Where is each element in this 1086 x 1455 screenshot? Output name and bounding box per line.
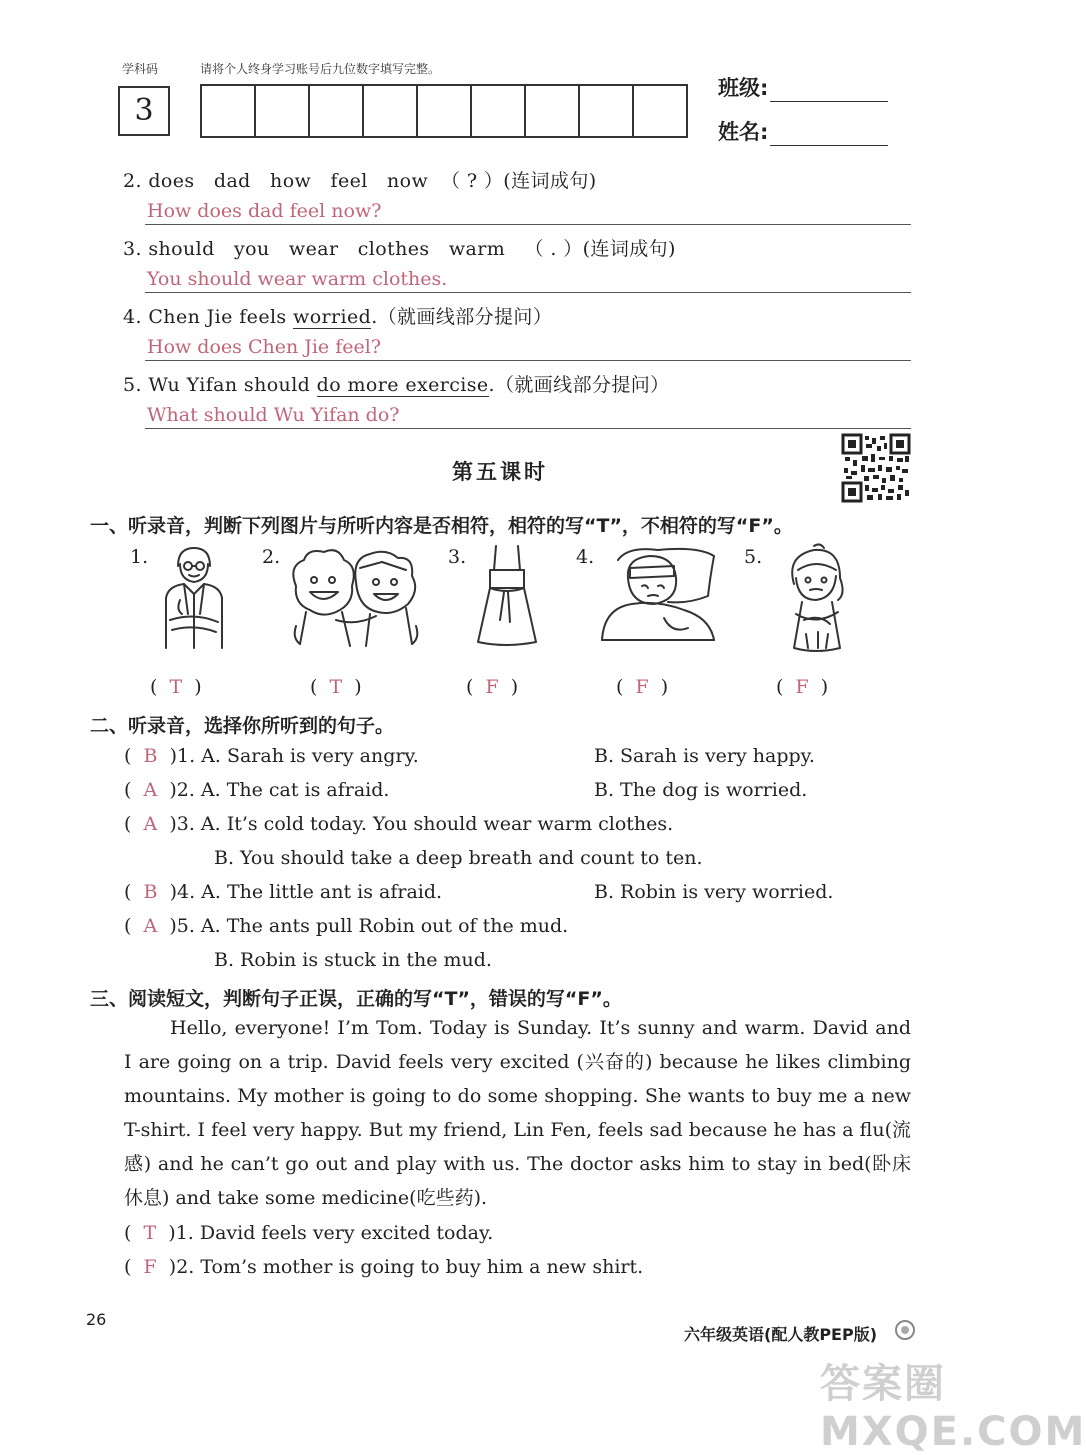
doctor-icon (158, 544, 228, 652)
picture-answer-3[interactable]: ( F ) (466, 676, 519, 698)
answer-mark: F (485, 676, 499, 698)
name-field[interactable] (718, 116, 888, 146)
digit-cell[interactable] (418, 86, 472, 136)
answer-line (145, 428, 911, 429)
item-number: 4. (576, 546, 595, 568)
choice-b: B. Robin is very worried. (594, 881, 834, 903)
question-2: 2. does dad how feel now （ ? ）(连词成句) (123, 170, 597, 192)
cold-girl-icon (776, 542, 856, 654)
digit-cell[interactable] (472, 86, 526, 136)
choice-a: )5. A. The ants pull Robin out of the mud. (169, 915, 569, 937)
answer-mark: T (329, 676, 343, 698)
digit-cell[interactable] (364, 86, 418, 136)
answer-3: You should wear warm clothes. (147, 268, 448, 290)
lesson-title: 第五课时 (452, 459, 548, 484)
answer-mark: F (795, 676, 809, 698)
choice-b: B. You should take a deep breath and count to ten. (214, 847, 703, 869)
answer-4: How does Chen Jie feel? (147, 336, 382, 358)
question-3: 3. should you wear clothes warm （ . ）(连词成句) (123, 238, 676, 260)
choice-answer: A (143, 779, 158, 801)
section1-heading: 一、听录音，判断下列图片与所听内容是否相符，相符的写“T”，不相符的写“F”。 (90, 515, 793, 537)
judge-item-1[interactable]: ( T )1. David feels very excited today. (124, 1222, 494, 1244)
answer-5: What should Wu Yifan do? (147, 404, 400, 426)
choice-item-1[interactable]: ( B )1. A. Sarah is very angry. (124, 745, 419, 767)
subject-code-label: 学科码 (122, 62, 159, 76)
choice-a: )4. A. The little ant is afraid. (169, 881, 443, 903)
choice-item-3[interactable]: ( A )3. A. It’s cold today. You should wear warm clothes. (124, 813, 674, 835)
picture-answer-5[interactable]: ( F ) (776, 676, 829, 698)
judge-text: )2. Tom’s mother is going to buy him a new shirt. (168, 1256, 644, 1278)
question-4-post: .（就画线部分提问） (371, 306, 553, 328)
choice-item-5[interactable]: ( A )5. A. The ants pull Robin out of the mud. (124, 915, 569, 937)
choice-item-2[interactable]: ( A )2. A. The cat is afraid. (124, 779, 390, 801)
class-field[interactable] (718, 72, 888, 102)
question-4 (123, 302, 552, 329)
digit-cell[interactable] (310, 86, 364, 136)
qr-code-icon[interactable] (842, 434, 910, 502)
sick-girl-bed-icon (598, 544, 718, 648)
judge-item-2[interactable]: ( F )2. Tom’s mother is going to buy him a new shirt. (124, 1256, 644, 1278)
question-5-post: .（就画线部分提问） (488, 374, 670, 396)
section2-heading: 二、听录音，选择你所听到的句子。 (90, 715, 395, 737)
page-number: 26 (86, 1310, 107, 1329)
answer-line (145, 224, 911, 225)
choice-a: )3. A. It’s cold today. You should wear warm clothes. (169, 813, 674, 835)
flower-ornament-icon (890, 1318, 920, 1342)
answer-2: How does dad feel now? (147, 200, 382, 222)
book-title: 六年级英语(配人教PEP版) (684, 1325, 878, 1344)
picture-answer-4[interactable]: ( F ) (616, 676, 669, 698)
happy-kids-icon (286, 546, 426, 652)
digit-cell[interactable] (202, 86, 256, 136)
digit-cell[interactable] (580, 86, 634, 136)
picture-answer-2[interactable]: ( T ) (310, 676, 362, 698)
item-number: 3. (448, 546, 467, 568)
question-5 (123, 370, 670, 397)
digit-cell[interactable] (256, 86, 310, 136)
question-5-pre: 5. Wu Yifan should (123, 374, 317, 396)
choice-answer: A (143, 915, 158, 937)
question-4-underlined: worried (293, 306, 372, 328)
name-label: 姓名: (718, 120, 769, 144)
class-label: 班级: (718, 76, 769, 100)
subject-code-box: 3 (118, 86, 170, 136)
section3-heading: 三、阅读短文，判断句子正误，正确的写“T”，错误的写“F”。 (90, 988, 622, 1010)
account-instruction: 请将个人终身学习账号后九位数字填写完整。 (200, 62, 441, 76)
choice-item-4[interactable]: ( B )4. A. The little ant is afraid. (124, 881, 443, 903)
judge-text: )1. David feels very excited today. (168, 1222, 494, 1244)
item-number: 2. (262, 546, 281, 568)
item-number: 5. (744, 546, 763, 568)
answer-mark: F (635, 676, 649, 698)
dress-icon (474, 544, 538, 648)
answer-mark: T (169, 676, 183, 698)
judge-answer: F (143, 1256, 157, 1278)
answer-line (145, 292, 911, 293)
question-4-pre: 4. Chen Jie feels (123, 306, 294, 328)
choice-b: B. Robin is stuck in the mud. (214, 949, 492, 971)
choice-answer: B (143, 745, 158, 767)
choice-b: B. Sarah is very happy. (594, 745, 815, 767)
picture-answer-1[interactable]: ( T ) (150, 676, 202, 698)
watermark: 答案圈 MXQE.COM (820, 1361, 1086, 1455)
account-digit-boxes[interactable] (200, 84, 688, 138)
choice-a: )1. A. Sarah is very angry. (169, 745, 419, 767)
judge-answer: T (143, 1222, 157, 1244)
reading-passage: Hello, everyone! I’m Tom. Today is Sunday. It’s sunny and warm. David and I are going on a trip. David feels very excited (兴奋的) because he likes climbing mountains. My mother is going to do some shopping. She wants to buy me a new T-shirt. I feel very happy. But my friend, Lin Fen, feels sad because he has a flu(流感) and he can’t go out and play with us. The doctor asks him to stay in bed(卧床休息) and take some medicine(吃些药). (124, 1017, 911, 1209)
name-blank[interactable] (770, 127, 888, 146)
answer-line (145, 360, 911, 361)
class-blank[interactable] (770, 83, 888, 102)
item-number: 1. (130, 546, 149, 568)
digit-cell[interactable] (526, 86, 580, 136)
choice-answer: A (143, 813, 158, 835)
choice-b: B. The dog is worried. (594, 779, 808, 801)
question-5-underlined: do more exercise (316, 374, 489, 396)
choice-answer: B (143, 881, 158, 903)
choice-a: )2. A. The cat is afraid. (169, 779, 390, 801)
digit-cell[interactable] (634, 86, 688, 136)
